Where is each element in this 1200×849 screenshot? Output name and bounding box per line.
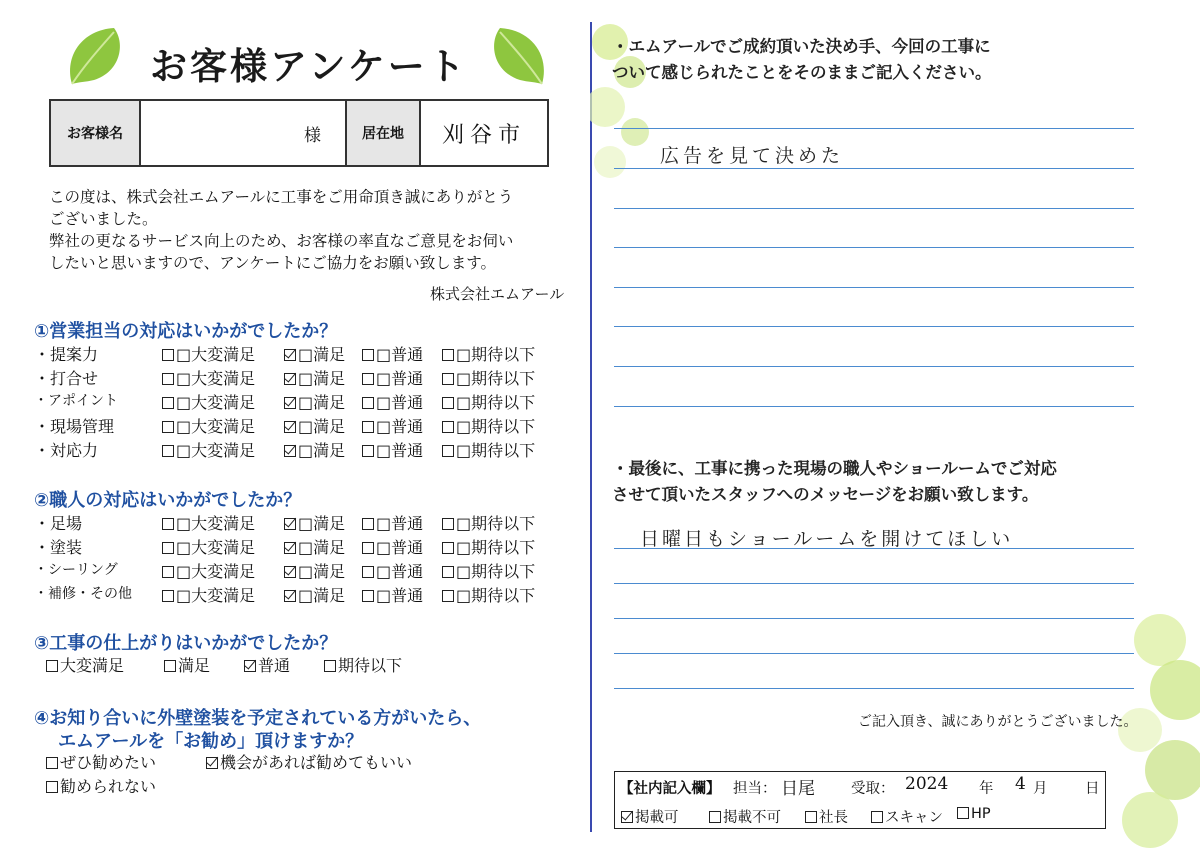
q1-row xyxy=(34,414,564,437)
day-label: 日 xyxy=(1085,781,1100,797)
q1-option-text: □期待以下 xyxy=(456,441,536,460)
intro-text xyxy=(49,186,569,274)
checkbox-icon[interactable] xyxy=(871,811,883,823)
checkbox-icon[interactable] xyxy=(162,590,174,602)
q1-option-text: □満足 xyxy=(298,345,346,364)
checkbox-icon[interactable] xyxy=(284,542,296,554)
q1-option-text: □大変満足 xyxy=(176,441,256,460)
q1-option[interactable] xyxy=(162,438,255,461)
q2-option[interactable] xyxy=(442,535,535,558)
checkbox-icon[interactable] xyxy=(362,373,374,385)
q1-option-text: □満足 xyxy=(298,441,346,460)
internal-check-text: HP xyxy=(971,806,991,822)
ruled-line xyxy=(614,168,1134,169)
q1-option-text: □大変満足 xyxy=(176,417,256,436)
checkbox-icon[interactable] xyxy=(162,445,174,457)
internal-checks xyxy=(621,806,1101,826)
q4-title-line1: ④お知り合いに外壁塗装を予定されている方がいたら、 xyxy=(34,708,482,729)
checkbox-icon[interactable] xyxy=(362,349,374,361)
q2-option[interactable] xyxy=(284,511,345,534)
q2-row xyxy=(34,583,564,606)
q1-option[interactable] xyxy=(162,414,255,437)
q2-option-text: □大変満足 xyxy=(176,562,256,581)
q2-row-label: ・シーリング xyxy=(34,562,118,578)
thanks-text: ご記入頂き、誠にありがとうございました。 xyxy=(858,714,1138,730)
checkbox-icon[interactable] xyxy=(442,542,454,554)
q1-row-label: ・対応力 xyxy=(34,441,99,460)
q2-option-text: □普通 xyxy=(376,586,424,605)
q1-row-label: ・現場管理 xyxy=(34,417,115,436)
q1-option[interactable] xyxy=(442,390,535,413)
q2-option[interactable] xyxy=(442,559,535,582)
q1-option[interactable] xyxy=(362,438,423,461)
q1-option[interactable] xyxy=(284,366,345,389)
internal-check-option[interactable] xyxy=(957,806,991,822)
q2-option[interactable] xyxy=(162,559,255,582)
year-label: 年 xyxy=(979,781,994,797)
q2-row xyxy=(34,511,564,534)
q2-option-text: □普通 xyxy=(376,562,424,581)
ruled-line xyxy=(614,128,1134,129)
q1-option-text: □満足 xyxy=(298,393,346,412)
q1-row xyxy=(34,438,564,461)
internal-check-text: 掲載不可 xyxy=(723,810,781,826)
q1-option[interactable] xyxy=(362,390,423,413)
intro-line: 弊社の更なるサービス向上のため、お客様の率直なご意見をお伺い xyxy=(49,232,514,250)
q1-option-text: □期待以下 xyxy=(456,345,536,364)
ruled-line xyxy=(614,618,1134,619)
q2-option-text: □普通 xyxy=(376,514,424,533)
name-field[interactable] xyxy=(139,101,345,165)
q1-row-label: ・打合せ xyxy=(34,369,99,388)
q2-row-label: ・補修・その他 xyxy=(34,586,132,602)
q1-option-text: □普通 xyxy=(376,345,424,364)
q4-option[interactable]: 機会があれば勧めてもいい xyxy=(206,750,412,773)
q1-option-text: □大変満足 xyxy=(176,345,256,364)
internal-box xyxy=(614,771,1106,829)
q1-option[interactable] xyxy=(362,366,423,389)
leaf-left-icon xyxy=(64,26,130,88)
q4-option[interactable]: 勧められない xyxy=(46,774,156,797)
checkbox-icon[interactable] xyxy=(442,373,454,385)
ruled-line xyxy=(614,247,1134,248)
address-label: 居在地 xyxy=(345,101,419,165)
q2-option-text: □期待以下 xyxy=(456,586,536,605)
checkbox-icon[interactable] xyxy=(162,373,174,385)
checkbox-icon[interactable] xyxy=(442,397,454,409)
q1-row-label: ・提案力 xyxy=(34,345,99,364)
internal-check-option[interactable] xyxy=(871,806,943,827)
q1-option-text: □普通 xyxy=(376,369,424,388)
q2-option[interactable] xyxy=(362,583,423,606)
checkbox-icon[interactable] xyxy=(442,421,454,433)
name-label: お客様名 xyxy=(51,101,139,165)
checkbox-icon[interactable] xyxy=(709,811,721,823)
month-label: 月 xyxy=(1033,781,1048,797)
q2-option-text: □期待以下 xyxy=(456,562,536,581)
q1-option-text: □大変満足 xyxy=(176,369,256,388)
checkbox-icon[interactable] xyxy=(46,781,58,793)
q1-option-text: □満足 xyxy=(298,369,346,388)
q1-option[interactable] xyxy=(442,414,535,437)
ruled-line xyxy=(614,287,1134,288)
checkbox-icon[interactable] xyxy=(162,542,174,554)
q3-option-text: 満足 xyxy=(178,656,211,675)
q4-options-row2 xyxy=(46,774,576,797)
q2-option[interactable] xyxy=(362,511,423,534)
checkbox-icon[interactable] xyxy=(162,518,174,530)
ruled-line xyxy=(614,366,1134,367)
checkbox-icon[interactable] xyxy=(284,373,296,385)
q2-option[interactable] xyxy=(362,559,423,582)
q6-answer[interactable]: 日曜日もショールームを開けてほしい xyxy=(640,528,1014,550)
checkbox-icon[interactable] xyxy=(362,445,374,457)
q2-option-text: □大変満足 xyxy=(176,538,256,557)
ruled-line xyxy=(614,688,1134,689)
checkbox-icon[interactable] xyxy=(284,590,296,602)
q2-option[interactable] xyxy=(284,535,345,558)
checkbox-icon[interactable] xyxy=(324,660,336,672)
checkbox-icon[interactable] xyxy=(284,445,296,457)
checkbox-icon[interactable] xyxy=(621,811,633,823)
checkbox-icon[interactable] xyxy=(442,590,454,602)
q1-option[interactable] xyxy=(284,414,345,437)
q3-option[interactable] xyxy=(46,653,124,676)
q2-option[interactable] xyxy=(442,511,535,534)
ruled-line xyxy=(614,208,1134,209)
q2-row-label: ・足場 xyxy=(34,514,83,533)
q3-option-text: 大変満足 xyxy=(60,656,125,675)
customer-info-box xyxy=(49,99,549,167)
q2-row-label: ・塗装 xyxy=(34,538,83,557)
q2-option-text: □満足 xyxy=(298,586,346,605)
name-suffix: 様 xyxy=(304,125,321,146)
leaf-right-icon xyxy=(484,26,550,88)
q2-title: ②職人の対応はいかがでしたか？ xyxy=(34,490,302,511)
q1-option[interactable] xyxy=(442,438,535,461)
checkbox-icon[interactable] xyxy=(442,566,454,578)
staff-value[interactable]: 日尾 xyxy=(781,779,815,799)
internal-check-option[interactable] xyxy=(709,806,781,827)
received-label: 受取： xyxy=(851,781,895,797)
checkbox-icon[interactable] xyxy=(162,421,174,433)
q2-option-text: □普通 xyxy=(376,538,424,557)
q2-option-text: □満足 xyxy=(298,514,346,533)
q5-line1: ・エムアールでご成約頂いた決め手、今回の工事に xyxy=(612,37,991,56)
q1-option-text: □普通 xyxy=(376,441,424,460)
q3-title: ③工事の仕上がりはいかがでしたか？ xyxy=(34,633,338,654)
q1-option[interactable] xyxy=(442,366,535,389)
q1-option[interactable] xyxy=(362,414,423,437)
q3-option[interactable] xyxy=(164,653,210,676)
q1-option-text: □期待以下 xyxy=(456,393,536,412)
q1-option[interactable] xyxy=(162,366,255,389)
q5-answer[interactable]: 広告を見て決めた xyxy=(660,145,845,167)
checkbox-icon[interactable] xyxy=(162,397,174,409)
q2-option[interactable] xyxy=(362,535,423,558)
checkbox-icon[interactable] xyxy=(805,811,817,823)
checkbox-icon[interactable] xyxy=(442,518,454,530)
q1-option-text: □普通 xyxy=(376,417,424,436)
q1-row-label: ・アポイント xyxy=(34,393,118,409)
ruled-line xyxy=(614,583,1134,584)
q3-option-text: 期待以下 xyxy=(338,656,403,675)
q1-option-text: □満足 xyxy=(298,417,346,436)
checkbox-icon[interactable] xyxy=(284,518,296,530)
q1-option[interactable] xyxy=(284,390,345,413)
q4-title-line2: エムアールを「お勧め」頂けますか？ xyxy=(58,731,364,752)
q2-row xyxy=(34,535,564,558)
q2-option-text: □大変満足 xyxy=(176,586,256,605)
q5-line2: ついて感じられたことをそのままご記入ください。 xyxy=(612,63,992,82)
intro-line: ございました。 xyxy=(49,210,158,228)
q2-option-text: □期待以下 xyxy=(456,538,536,557)
q1-title: ①営業担当の対応はいかがでしたか？ xyxy=(34,321,338,342)
ruled-line xyxy=(614,406,1134,407)
internal-check-option[interactable] xyxy=(621,806,679,827)
q1-option-text: □大変満足 xyxy=(176,393,256,412)
q1-option-text: □期待以下 xyxy=(456,369,536,388)
checkbox-icon[interactable] xyxy=(284,421,296,433)
address-field[interactable]: 刈谷市 xyxy=(419,101,547,165)
year-value[interactable]: 2024 xyxy=(905,774,949,794)
q3-option[interactable] xyxy=(324,653,402,676)
q2-option[interactable] xyxy=(162,583,255,606)
checkbox-icon[interactable] xyxy=(244,660,256,672)
checkbox-icon[interactable] xyxy=(957,807,969,819)
checkbox-icon[interactable] xyxy=(162,566,174,578)
ruled-line xyxy=(614,326,1134,327)
checkbox-icon[interactable] xyxy=(362,421,374,433)
q2-option[interactable] xyxy=(284,559,345,582)
checkbox-icon[interactable] xyxy=(284,349,296,361)
checkbox-icon[interactable] xyxy=(284,397,296,409)
q2-option[interactable] xyxy=(162,511,255,534)
q2-row xyxy=(34,559,564,582)
q2-option-text: □大変満足 xyxy=(176,514,256,533)
q1-option[interactable] xyxy=(284,342,345,365)
checkbox-icon[interactable] xyxy=(164,660,176,672)
intro-line: したいと思いますので、アンケートにご協力をお願い致します。 xyxy=(49,254,497,272)
q5-question xyxy=(612,34,1152,86)
q1-option[interactable] xyxy=(442,342,535,365)
q2-option-text: □期待以下 xyxy=(456,514,536,533)
q1-option-text: □普通 xyxy=(376,393,424,412)
q2-option-text: □満足 xyxy=(298,538,346,557)
internal-check-text: スキャン xyxy=(885,810,943,826)
q1-option-text: □期待以下 xyxy=(456,417,536,436)
q3-options xyxy=(46,653,576,676)
checkbox-icon[interactable] xyxy=(362,397,374,409)
intro-line: この度は、株式会社エムアールに工事をご用命頂き誠にありがとう xyxy=(49,188,514,206)
staff-label: 担当： xyxy=(733,781,777,797)
q1-option[interactable] xyxy=(162,390,255,413)
checkbox-icon[interactable] xyxy=(162,349,174,361)
q3-option-text: 普通 xyxy=(258,656,291,675)
ruled-line xyxy=(614,653,1134,654)
q2-option[interactable] xyxy=(284,583,345,606)
checkbox-icon[interactable] xyxy=(206,757,218,769)
q1-row xyxy=(34,342,564,365)
q4-options-row1 xyxy=(46,750,576,773)
q6-line1: ・最後に、工事に携った現場の職人やショールームでご対応 xyxy=(612,459,1057,478)
internal-check-option[interactable] xyxy=(805,806,848,827)
q1-option[interactable] xyxy=(162,342,255,365)
q6-line2: させて頂いたスタッフへのメッセージをお願い致します。 xyxy=(612,485,1039,504)
month-value[interactable]: 4 xyxy=(1015,774,1026,794)
internal-check-text: 社長 xyxy=(819,810,848,826)
checkbox-icon[interactable] xyxy=(442,445,454,457)
q1-row xyxy=(34,390,564,413)
q2-option-text: □満足 xyxy=(298,562,346,581)
q1-option[interactable] xyxy=(284,438,345,461)
checkbox-icon[interactable] xyxy=(46,660,58,672)
company-name: 株式会社エムアール xyxy=(430,285,565,303)
q4-option[interactable]: ぜひ勧めたい xyxy=(46,750,156,773)
q6-question xyxy=(612,456,1152,508)
internal-check-text: 掲載可 xyxy=(635,810,679,826)
page-title: お客様アンケート xyxy=(150,45,468,88)
checkbox-icon[interactable] xyxy=(362,518,374,530)
q2-option[interactable] xyxy=(442,583,535,606)
checkbox-icon[interactable] xyxy=(442,349,454,361)
checkbox-icon[interactable] xyxy=(284,566,296,578)
q1-option[interactable] xyxy=(362,342,423,365)
q2-option[interactable] xyxy=(162,535,255,558)
checkbox-icon[interactable] xyxy=(362,542,374,554)
q3-option[interactable] xyxy=(244,653,290,676)
checkbox-icon[interactable] xyxy=(362,566,374,578)
internal-label: 【社内記入欄】 xyxy=(619,781,721,797)
checkbox-icon[interactable] xyxy=(46,757,58,769)
q1-row xyxy=(34,366,564,389)
checkbox-icon[interactable] xyxy=(362,590,374,602)
